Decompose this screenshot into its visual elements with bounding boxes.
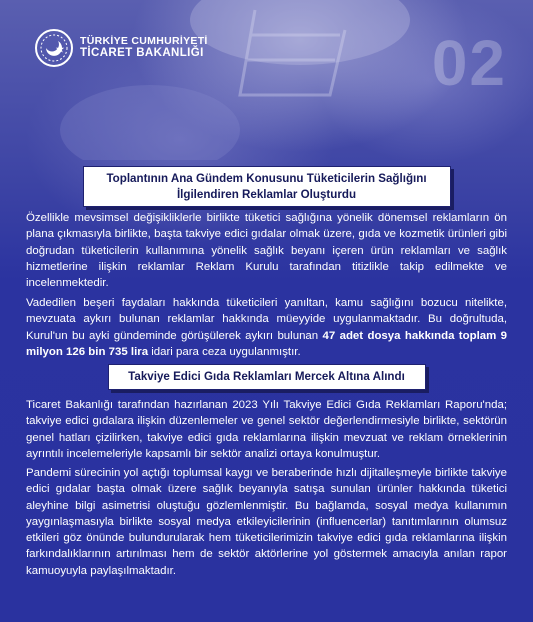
page-number: 02 xyxy=(431,27,507,99)
paragraph-text: Vadedilen beşeri faydaları hakkında tüketicileri yanıltan, kamu sağlığını bozucu nitelikte, mevzuata aykırı bulunan reklamlar hakkında müeyyide uygulanmaktadır. Bu doğrultuda, Kurul'un bu ayki gündeminde görüşülerek aykırı bulunan xyxy=(26,297,507,342)
logo-line-2: TİCARET BAKANLIĞI xyxy=(80,47,204,60)
section-1-heading: Toplantının Ana Gündem Konusunu Tüketicilerin Sağlığını İlgilendiren Reklamlar Oluşturdu xyxy=(83,166,451,207)
section-1-paragraph-2 xyxy=(26,295,507,360)
paragraph-text: idari para ceza uygulanmıştır. xyxy=(148,345,301,358)
ministry-logo xyxy=(34,28,208,68)
section-1-paragraph-1: Özellikle mevsimsel değişikliklerle birlikte tüketici sağlığına yönelik dönemsel reklamların ön plana çıkmasıyla birlikte, başta takviye edici gıdalar olmak üzere, gıda ve kozmetik ürünleri gibi doğrudan tüketicilerin kullanımına yönelik sağlık beyanı içeren ürün reklamları ve sağlık hizmetlerine ilişkin reklamlar Reklam Kurulu tarafından titizlikle takip edilmekte ve incelenmektedir. xyxy=(26,212,507,289)
penalty-highlight: 47 adet dosya hakkında toplam 9 milyon 126 bin 735 lira xyxy=(26,329,507,358)
ministry-emblem-icon xyxy=(34,28,74,68)
ministry-name xyxy=(80,35,208,60)
section-2-heading: Takviye Edici Gıda Reklamları Mercek Altına Alındı xyxy=(108,364,426,390)
section-2-paragraph-1: Ticaret Bakanlığı tarafından hazırlanan 2023 Yılı Takviye Edici Gıda Reklamları Raporu'nda; takviye edici gıdalara ilişkin düzenlemeler ve genel sektör değerlendirmesiyle birlikte, sektörün genel hatları çizilirken, takviye edici gıda reklamlarına ilişkin mevzuat ve reklam örneklerinin ayrıntılı incelemeleriyle kapsamlı bir sektör analizi ortaya konulmuştur. xyxy=(26,399,507,460)
section-2-paragraph-2: Pandemi sürecinin yol açtığı toplumsal kaygı ve beraberinde hızlı dijitalleşmeyle birlikte takviye edici gıdalar başta olmak üzere sağlık beyanıyla satışa sunulan ürünler hakkında tüketici aleyhine bilgi asimetrisi oluştuğu gözlemlenmiştir. Bu bağlamda, sosyal medya kullanımın yaygınlaşmasıyla birlikte sosyal medya etkileyicilerinin (influencerlar) tanıtımlarının olumsuz etkileri göz önünde bulundurularak hem tüketicilerimizin takviye edici gıda reklamlarına ilişkin farkındalıklarının artırılması hem de sektör aktörlerine yol göstermek amacıyla anılan rapor kamuoyuyla paylaşılmaktadır. xyxy=(26,467,507,577)
logo-line-1: TÜRKİYE CUMHURİYETİ xyxy=(80,35,208,48)
